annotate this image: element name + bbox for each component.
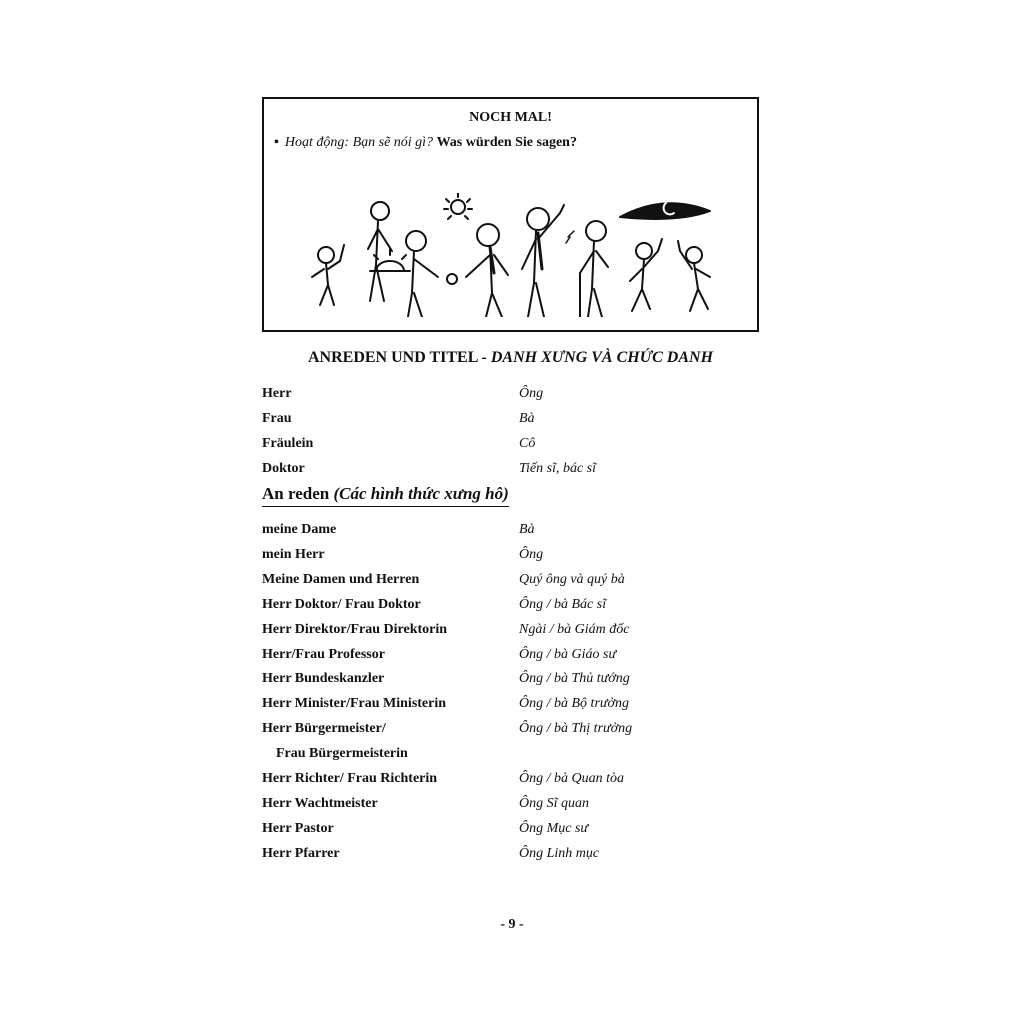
- list-item: [262, 696, 762, 718]
- subsection-heading: [262, 484, 509, 507]
- german-term: Frau Bürgermeisterin: [276, 746, 408, 761]
- german-term: Herr Pfarrer: [262, 846, 340, 861]
- vietnamese-translation: Ông / bà Bác sĩ: [519, 597, 607, 612]
- vietnamese-translation: Ông Sĩ quan: [519, 796, 589, 811]
- subsection-heading-vietnamese: (Các hình thức xưng hô): [333, 484, 509, 503]
- list-item: [262, 771, 762, 793]
- german-term: Herr Pastor: [262, 821, 334, 836]
- list-item: [262, 821, 762, 843]
- vietnamese-translation: Tiến sĩ, bác sĩ: [519, 461, 597, 476]
- vietnamese-translation: Bà: [519, 522, 535, 537]
- section-heading: [262, 349, 759, 367]
- german-term: Herr Doktor/ Frau Doktor: [262, 597, 421, 612]
- list-item: [262, 547, 762, 569]
- vietnamese-translation: Ông: [519, 386, 544, 401]
- vietnamese-translation: Quý ông và quý bà: [519, 572, 625, 587]
- vietnamese-translation: Ông / bà Quan tòa: [519, 771, 624, 786]
- list-item: [262, 572, 762, 594]
- vietnamese-translation: Ông / bà Bộ trưởng: [519, 696, 629, 711]
- exercise-box: [262, 97, 759, 332]
- list-item: [262, 647, 762, 669]
- german-term: Herr Bürgermeister/: [262, 721, 386, 736]
- vietnamese-translation: Ông / bà Giáo sư: [519, 647, 617, 662]
- vietnamese-translation: Cô: [519, 436, 536, 451]
- list-item: [262, 386, 762, 408]
- exercise-prompt: [274, 135, 577, 151]
- german-term: mein Herr: [262, 547, 325, 562]
- list-item: [262, 411, 762, 433]
- vietnamese-translation: Ông: [519, 547, 544, 562]
- german-term: Herr Richter/ Frau Richterin: [262, 771, 438, 786]
- vietnamese-translation: Ông Linh mục: [519, 846, 600, 861]
- list-item: [262, 622, 762, 644]
- list-item: [262, 746, 762, 768]
- german-term: Meine Damen und Herren: [262, 572, 420, 587]
- list-item: [262, 671, 762, 693]
- vietnamese-translation: Ông Mục sư: [519, 821, 589, 836]
- vietnamese-translation: Bà: [519, 411, 535, 426]
- vietnamese-translation: Ông / bà Thị trưởng: [519, 721, 633, 736]
- prompt-vietnamese: Hoạt động: Bạn sẽ nói gì?: [284, 135, 434, 150]
- list-item: [262, 846, 762, 868]
- section-heading-vietnamese: DANH XƯNG VÀ CHỨC DANH: [490, 349, 714, 366]
- list-item: [262, 461, 762, 483]
- german-term: Herr Bundeskanzler: [262, 671, 385, 686]
- german-term: Fräulein: [262, 436, 314, 451]
- section-heading-german: ANREDEN UND TITEL -: [307, 349, 491, 366]
- list-item: [262, 721, 762, 743]
- german-term: Frau: [262, 411, 292, 426]
- german-term: Herr Direktor/Frau Direktorin: [262, 622, 448, 637]
- page-number: - 9 -: [500, 917, 524, 932]
- vietnamese-translation: Ngài / bà Giám đốc: [519, 622, 630, 637]
- list-item: [262, 436, 762, 458]
- subsection-heading-german: An reden: [262, 484, 334, 503]
- list-item: [262, 796, 762, 818]
- prompt-german: Was würden Sie sagen?: [436, 135, 577, 150]
- bullet-icon: •: [274, 135, 279, 150]
- german-term: Doktor: [262, 461, 305, 476]
- list-item: [262, 597, 762, 619]
- exercise-title: NOCH MAL!: [469, 110, 552, 125]
- german-term: Herr/Frau Professor: [262, 647, 385, 662]
- german-term: Herr: [262, 386, 292, 401]
- german-term: Herr Wachtmeister: [262, 796, 378, 811]
- german-term: Herr Minister/Frau Ministerin: [262, 696, 447, 711]
- list-item: [262, 522, 762, 544]
- german-term: meine Dame: [262, 522, 337, 537]
- vietnamese-translation: Ông / bà Thủ tướng: [519, 671, 630, 686]
- greeting-people-cartoon-icon: [298, 193, 728, 317]
